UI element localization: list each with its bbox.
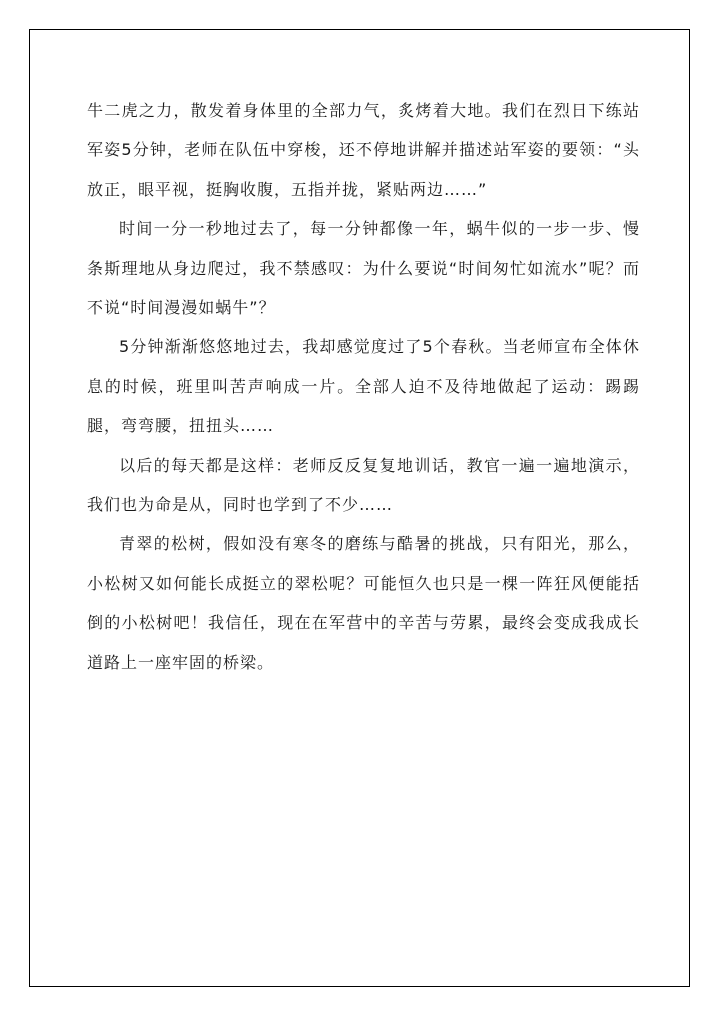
paragraph-5: 青翠的松树，假如没有寒冬的磨练与酷暑的挑战，只有阳光，那么，小松树又如何能长成挺立的翠松呢？可能恒久也只是一棵一阵狂风便能括倒的小松树吧！我信任，现在在军营中的辛苦与劳累，最终会变成我成长道路上一座牢固的桥梁。 (87, 534, 640, 672)
paragraph-2: 时间一分一秒地过去了，每一分钟都像一年，蜗牛似的一步一步、慢条斯理地从身边爬过，我不禁感叹：为什么要说“时间匆忙如流水”呢？而不说“时间漫漫如蜗牛”？ (87, 219, 640, 318)
document-body (87, 91, 640, 682)
paragraph-1: 牛二虎之力，散发着身体里的全部力气，炙烤着大地。我们在烈日下练站军姿5分钟，老师在队伍中穿梭，还不停地讲解并描述站军姿的要领：“头放正，眼平视，挺胸收腹，五指并拢，紧贴两边……” (87, 101, 640, 199)
paragraph-4: 以后的每天都是这样：老师反反复复地训话，教官一遍一遍地演示，我们也为命是从，同时也学到了不少…… (87, 455, 640, 515)
paragraph-3: 5分钟渐渐悠悠地过去，我却感觉度过了5个春秋。当老师宣布全体休息的时候，班里叫苦声响成一片。全部人迫不及待地做起了运动：踢踢腿，弯弯腰，扭扭头…… (87, 337, 640, 436)
